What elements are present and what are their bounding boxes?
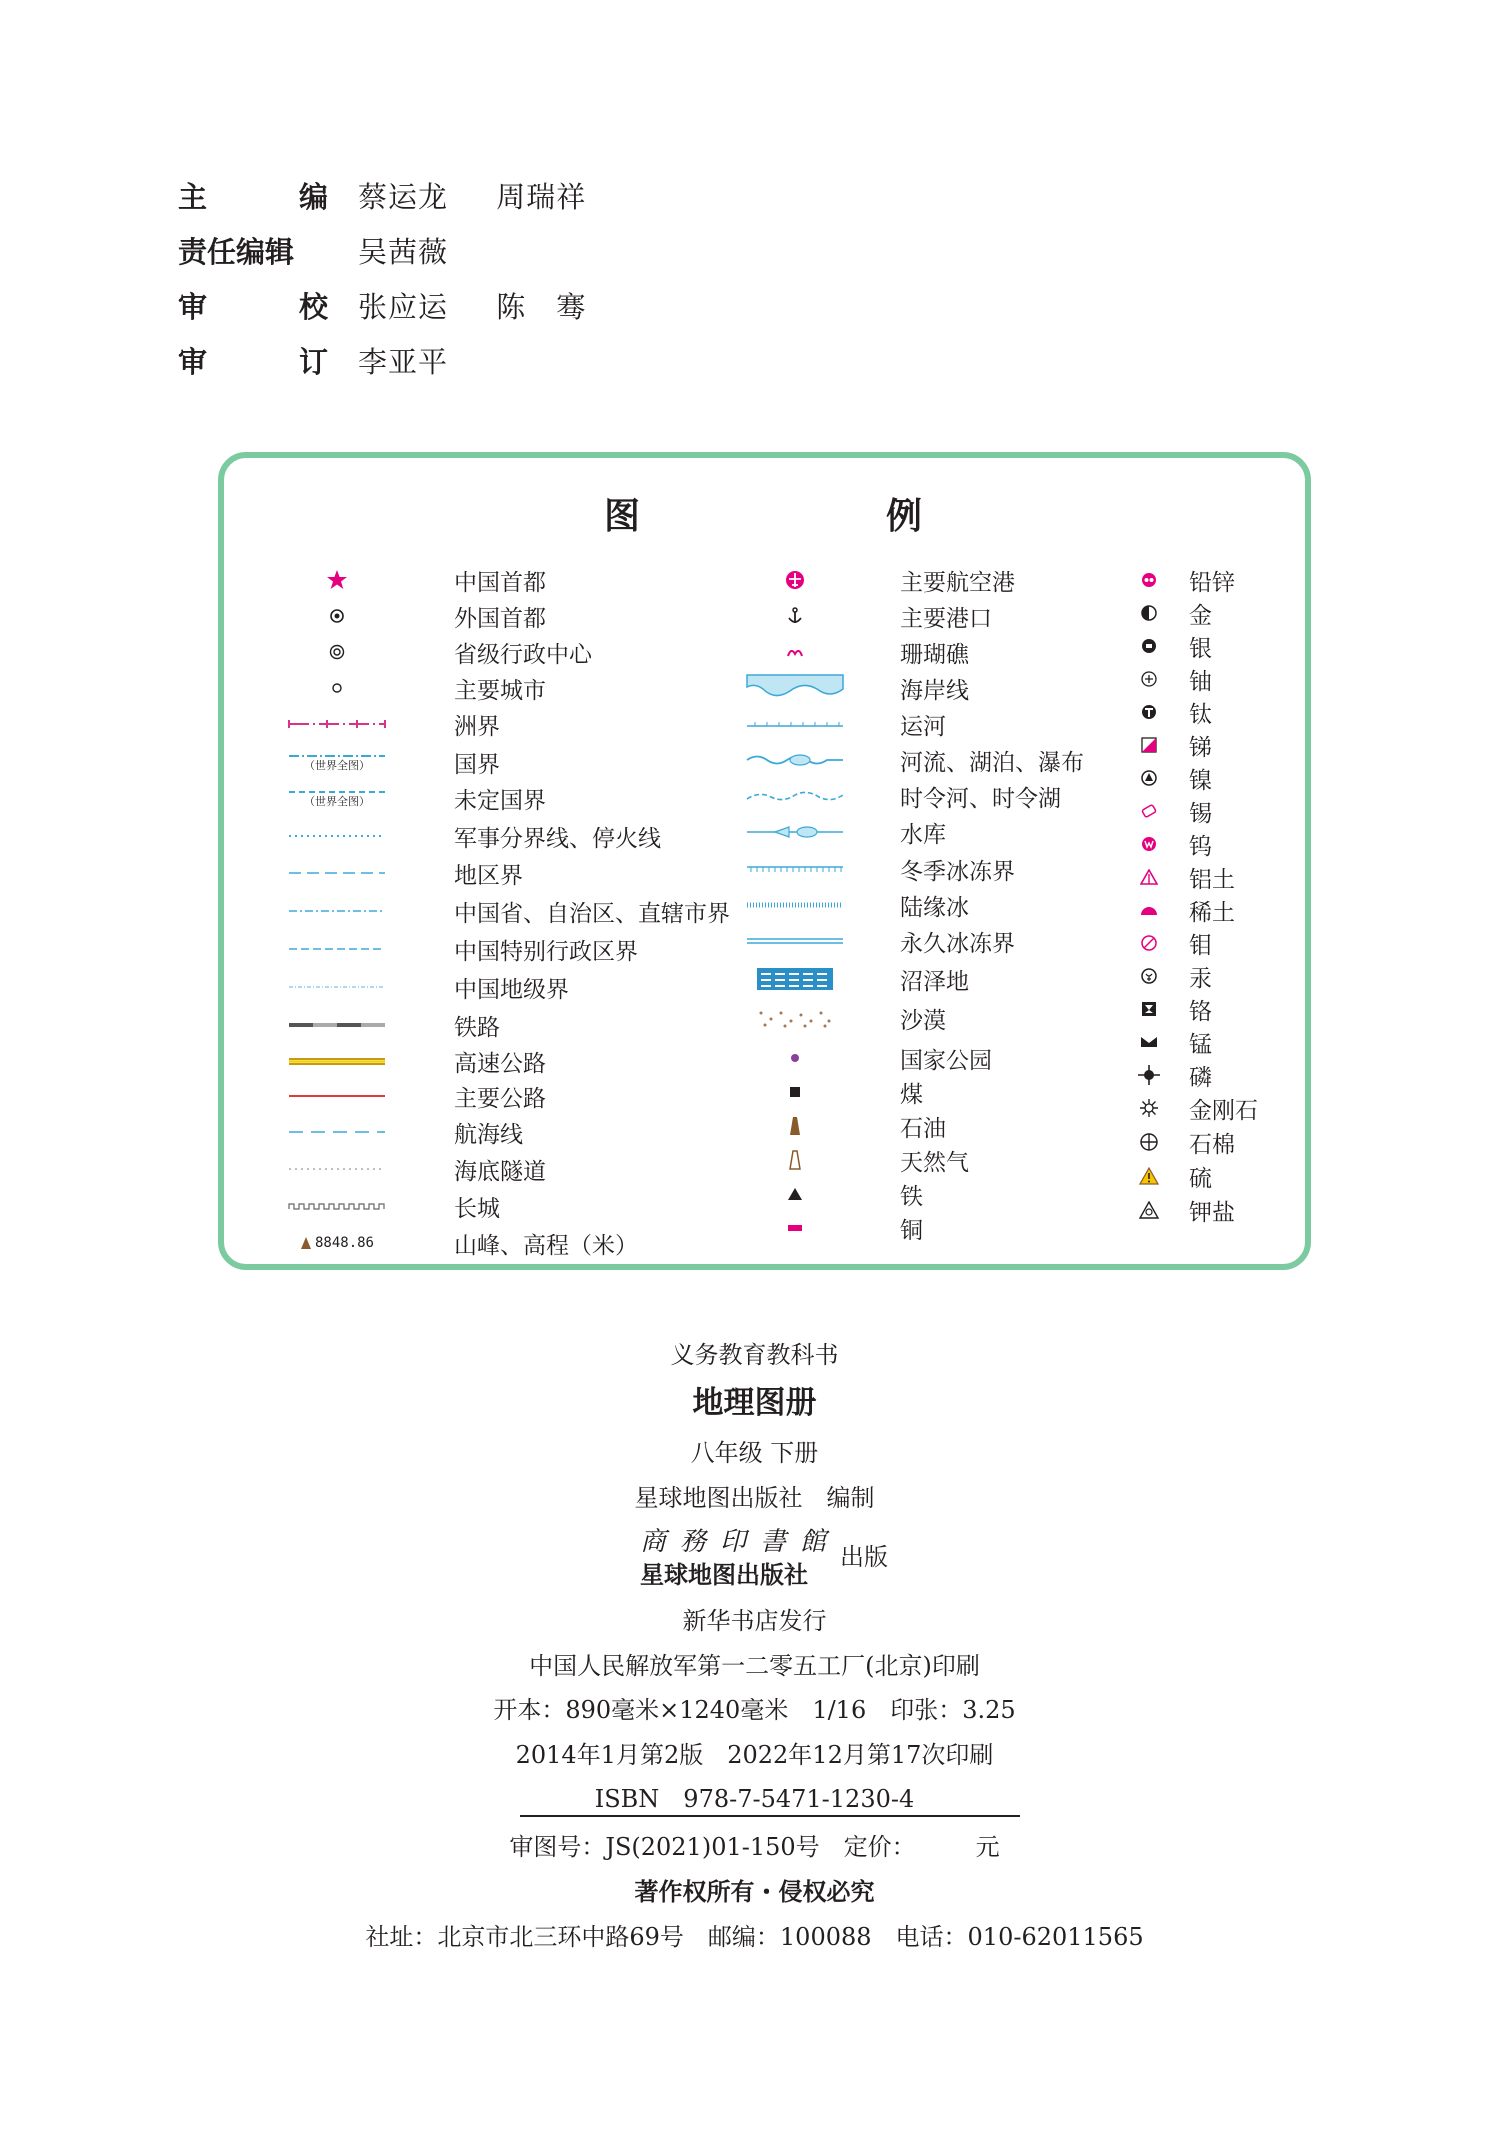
legend-item-coastline [720,671,969,705]
legend-item-national-park [720,1041,992,1075]
copper-bar-icon [720,1211,870,1245]
legend-label: 金 [1189,602,1212,629]
legend-item-manganese [1129,1025,1212,1059]
legend-item-expressway [262,1044,546,1078]
legend-item-continent-boundary [262,707,500,741]
legend-label: 海岸线 [900,677,969,704]
legend-label: 省级行政中心 [454,641,592,668]
credit-name: 周瑞祥 [496,180,587,214]
credit-responsible-editor [178,223,624,278]
legend-label: 时令河、时令湖 [900,785,1061,812]
winter-freeze-line-icon [720,852,870,886]
legend-label: 珊瑚礁 [900,641,969,668]
credit-name: 蔡运龙 [358,180,449,214]
role-char: 校 [298,290,328,324]
legend-label: 钼 [1189,932,1212,959]
credits-block [178,168,624,388]
commercial-press-logo: 商務印書館 [640,1527,841,1557]
legend-item-china-capital [262,563,546,597]
legend-label: 稀土 [1189,899,1235,926]
legend-item-tungsten [1129,827,1212,861]
legend-item-canal [720,707,946,741]
bauxite-icon [1129,860,1169,894]
world-map-note: （世界全图） [304,759,370,772]
legend-item-railway [262,1008,500,1042]
role-char: 编 [298,180,328,214]
potash-icon [1129,1193,1169,1227]
legend-label: 冬季冰冻界 [900,858,1015,885]
legend-item-coal [720,1075,923,1109]
legend-item-provincial-center [262,635,592,669]
dotted-circle-icon [262,599,412,633]
legend-label: 硫 [1189,1165,1212,1192]
legend-label: 陆缘冰 [900,894,969,921]
role-char: 订 [298,345,328,379]
antimony-icon [1129,728,1169,762]
legend-label: 沙漠 [900,1007,946,1034]
credit-names [358,340,486,381]
iron-triangle-icon [720,1177,870,1211]
legend-label: 沼泽地 [900,968,969,995]
legend-item-natural-gas [720,1143,969,1177]
legend-label: 中国省、自治区、直辖市界 [454,900,730,927]
legend-item-main-road [262,1079,546,1113]
nickel-icon [1129,761,1169,795]
manganese-icon [1129,1025,1169,1059]
legend-label: 中国首都 [454,569,546,596]
legend-item-province-boundary [262,894,730,928]
legend-label: 高速公路 [454,1050,546,1077]
credit-role [178,230,328,271]
undetermined-boundary-line-icon [262,781,412,815]
role-char: 主 [178,180,208,214]
publisher-suffix: 出版 [840,1543,888,1571]
legend-label: 航海线 [454,1121,523,1148]
legend-item-region-boundary [262,856,523,890]
legend-label: 金刚石 [1189,1097,1258,1124]
legend-label: 铬 [1189,998,1212,1025]
legend-label: 地区界 [454,862,523,889]
fine-dash-line-icon [262,970,412,1004]
legend-item-sar-boundary [262,932,638,966]
legend-label: 外国首都 [454,605,546,632]
desert-icon [720,1001,870,1035]
mercury-icon [1129,959,1169,993]
river-icon [720,743,870,777]
main-road-line-icon [262,1079,412,1113]
edition-info: 2014年1月第2版 2022年12月第17次印刷 [515,1741,994,1769]
legend-label: 镍 [1189,767,1212,794]
legend-item-major-city [262,671,546,705]
isbn-divider [520,1815,1020,1817]
credit-role [178,175,328,216]
railway-line-icon [262,1008,412,1042]
credit-role [178,340,328,381]
legend-item-prefecture-boundary [262,970,569,1004]
legend-label: 海底隧道 [454,1158,546,1185]
diamond-icon [1129,1091,1169,1125]
coral-reef-icon [720,635,870,669]
legend-item-desert [720,1001,946,1035]
legend-label: 钛 [1189,701,1212,728]
tin-icon [1129,794,1169,828]
legend-item-sea-route [262,1115,523,1149]
legend-label: 锰 [1189,1031,1212,1058]
legend-label: 铀 [1189,668,1212,695]
national-boundary-line-icon [262,745,412,779]
legend-title-left: 图 [604,496,641,537]
tunnel-line-icon [262,1152,412,1186]
permafrost-line-icon [720,924,870,958]
isbn: ISBN 978-7-5471-1230-4 [594,1785,915,1813]
legend-item-seasonal-river [720,779,1061,813]
legend-item-copper [720,1211,923,1245]
airport-icon [720,563,870,597]
role-char: 责任编辑 [178,235,295,269]
coal-square-icon [720,1075,870,1109]
legend-label: 运河 [900,713,946,740]
legend-item-sulfur [1129,1159,1212,1193]
legend-label: 铅锌 [1189,569,1235,596]
legend-label: 未定国界 [454,787,546,814]
legend-item-potash [1129,1193,1235,1227]
legend-item-mercury [1129,959,1212,993]
uranium-icon [1129,662,1169,696]
small-circle-icon [262,671,412,705]
legend-label: 锑 [1189,734,1212,761]
legend-label: 石棉 [1189,1131,1235,1158]
legend-item-nickel [1129,761,1212,795]
legend-item-asbestos [1129,1125,1235,1159]
world-map-note: （世界全图） [304,795,370,808]
grade-volume: 八年级 下册 [690,1439,819,1467]
legend-label: 长城 [454,1195,500,1222]
map-legend [218,452,1311,1270]
publisher-name: 星球地图出版社 [640,1561,808,1589]
printer: 中国人民解放军第一二零五工厂(北京)印刷 [529,1652,980,1680]
peak-icon [262,1226,412,1260]
legend-item-iron [720,1177,923,1211]
legend-item-bauxite [1129,860,1235,894]
copyright-notice: 著作权所有・侵权必究 [634,1878,875,1906]
credit-name: 李亚平 [358,345,449,379]
legend-item-phosphorus [1129,1058,1212,1092]
legend-label: 煤 [900,1081,923,1108]
book-title: 地理图册 [692,1385,817,1421]
national-park-dot-icon [720,1041,870,1075]
silver-icon [1129,629,1169,663]
legend-label: 主要港口 [900,605,992,632]
asbestos-icon [1129,1125,1169,1159]
legend-label: 主要城市 [454,677,546,704]
reservoir-icon [720,815,870,849]
legend-label: 银 [1189,635,1212,662]
rare-earth-icon [1129,893,1169,927]
oil-derrick-icon [720,1109,870,1143]
legend-item-gold [1129,596,1212,630]
gold-half-circle-icon [1129,596,1169,630]
legend-item-chromium [1129,992,1212,1026]
compiler: 星球地图出版社 编制 [634,1484,875,1512]
star-icon [262,563,412,597]
legend-item-undetermined-boundary [262,781,546,815]
legend-label: 石油 [900,1115,946,1142]
credit-names [358,175,624,216]
credit-name: 张应运 [358,290,449,324]
legend-label: 主要航空港 [900,569,1015,596]
legend-label: 磷 [1189,1064,1212,1091]
legend-label: 铜 [900,1217,923,1244]
legend-item-rare-earth [1129,893,1235,927]
titanium-icon [1129,695,1169,729]
legend-item-port [720,599,992,633]
legend-title-right: 例 [886,496,923,537]
legend-label: 钾盐 [1189,1199,1235,1226]
credit-reviewer [178,333,624,388]
coastline-icon [720,671,870,705]
legend-item-diamond [1129,1091,1258,1125]
legend-item-lead-zinc [1129,563,1235,597]
legend-label: 主要公路 [454,1085,546,1112]
dashed-line-icon [262,932,412,966]
seasonal-river-icon [720,779,870,813]
swamp-icon [720,962,870,996]
sulfur-icon [1129,1159,1169,1193]
legend-item-oil [720,1109,946,1143]
legend-label: 天然气 [900,1149,969,1176]
legend-item-titanium [1129,695,1212,729]
gas-derrick-icon [720,1143,870,1177]
legend-item-swamp [720,962,969,996]
sea-route-line-icon [262,1115,412,1149]
legend-item-undersea-tunnel [262,1152,546,1186]
credit-proofreader [178,278,624,333]
legend-label: 军事分界线、停火线 [454,825,661,852]
legend-label: 铝土 [1189,866,1235,893]
legend-item-military-line [262,819,661,853]
anchor-icon [720,599,870,633]
molybdenum-icon [1129,926,1169,960]
peak-elevation-sample: 8848.86 [314,1235,374,1251]
legend-label: 中国地级界 [454,976,569,1003]
role-char: 审 [178,345,208,379]
great-wall-line-icon [262,1189,412,1223]
credit-chief-editor [178,168,624,223]
legend-label: 国界 [454,751,500,778]
legend-label: 河流、湖泊、瀑布 [900,749,1084,776]
legend-item-reservoir [720,815,946,849]
chromium-icon [1129,992,1169,1026]
role-char: 审 [178,290,208,324]
legend-label: 锡 [1189,800,1212,827]
legend-item-permafrost [720,924,1015,958]
legend-item-winter-freeze [720,852,1015,886]
expressway-line-icon [262,1044,412,1078]
credit-names [358,230,486,271]
distributor: 新华书店发行 [682,1607,827,1635]
tungsten-icon [1129,827,1169,861]
legend-label: 山峰、高程（米） [454,1232,638,1259]
double-circle-icon [262,635,412,669]
continent-boundary-line-icon [262,707,412,741]
legend-item-foreign-capital [262,599,546,633]
credit-names [358,285,624,326]
legend-item-peak [262,1226,638,1260]
legend-item-silver [1129,629,1212,663]
legend-label: 钨 [1189,833,1212,860]
legend-label: 铁 [900,1183,923,1210]
approval-and-price: 审图号：JS(2021)01-150号 定价： 元 [509,1833,1000,1861]
credit-name: 陈 骞 [496,290,587,324]
dash-dot-line-icon [262,894,412,928]
legend-label: 洲界 [454,713,500,740]
lead-zinc-icon [1129,563,1169,597]
legend-item-coral-reef [720,635,969,669]
dotted-line-icon [262,819,412,853]
canal-icon [720,707,870,741]
credit-role [178,285,328,326]
publisher-address: 社址：北京市北三环中路69号 邮编：100088 电话：010-62011565 [365,1923,1144,1951]
legend-label: 铁路 [454,1014,500,1041]
format-info: 开本：890毫米×1240毫米 1/16 印张：3.25 [493,1696,1016,1724]
legend-item-airport [720,563,1015,597]
legend-label: 中国特别行政区界 [454,938,638,965]
legend-item-antimony [1129,728,1212,762]
legend-label: 国家公园 [900,1047,992,1074]
shelf-ice-icon [720,888,870,922]
dashed-line-icon [262,856,412,890]
series-name: 义务教育教科书 [670,1341,839,1369]
legend-item-tin [1129,794,1212,828]
credit-name: 吴茜薇 [358,235,449,269]
legend-item-national-boundary [262,745,500,779]
legend-label: 水库 [900,821,946,848]
legend-item-uranium [1129,662,1212,696]
legend-item-shelf-ice [720,888,969,922]
legend-label: 永久冰冻界 [900,930,1015,957]
legend-item-river-lake [720,743,1084,777]
phosphorus-icon [1129,1058,1169,1092]
legend-item-great-wall [262,1189,500,1223]
legend-item-molybdenum [1129,926,1212,960]
legend-label: 汞 [1189,965,1212,992]
